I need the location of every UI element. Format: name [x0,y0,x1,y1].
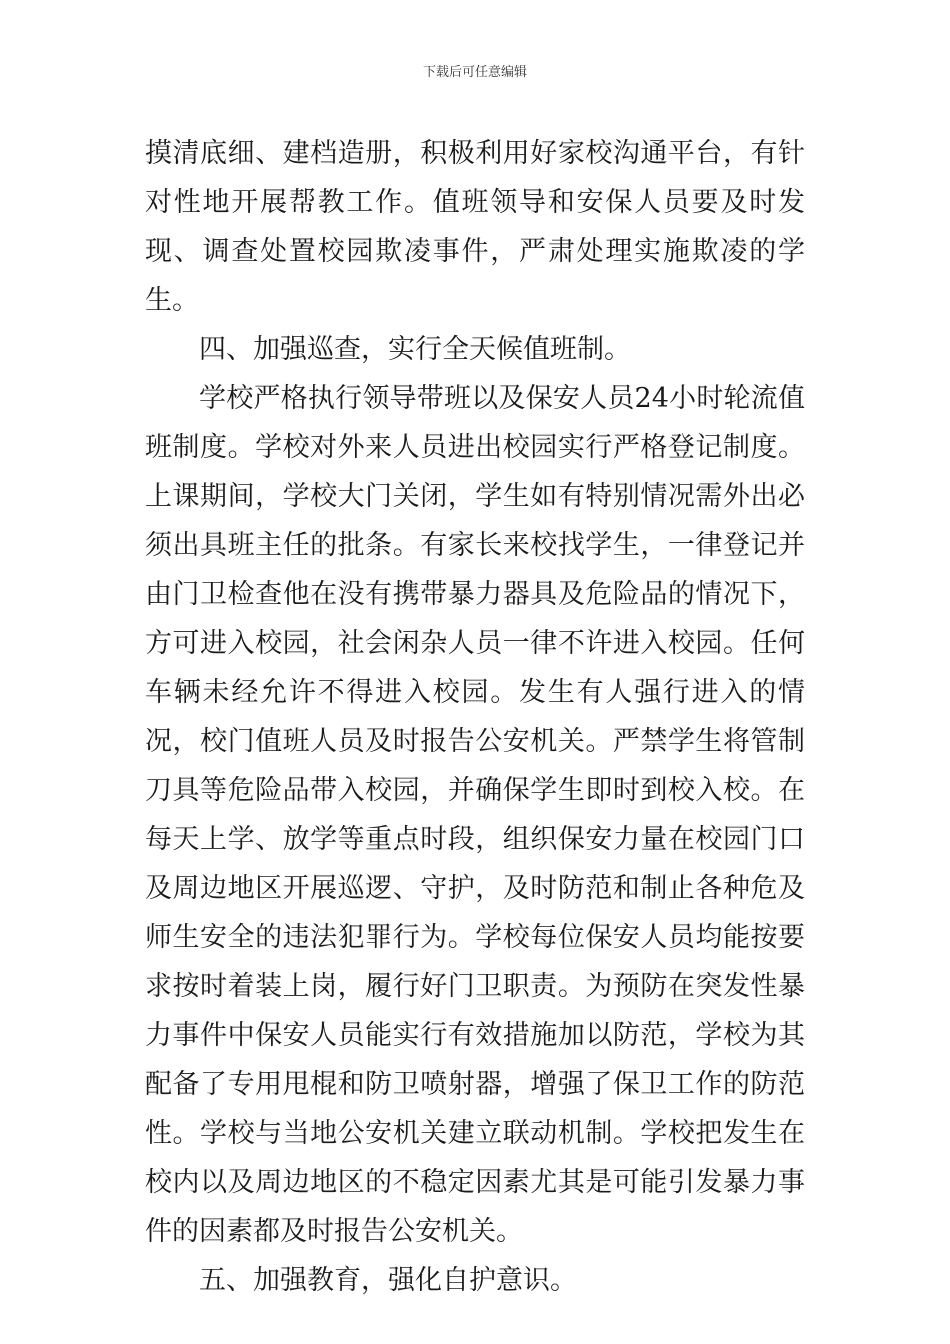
paragraph-patrol-duty: 学校严格执行领导带班以及保安人员24小时轮流值班制度。学校对外来人员进出校园实行严格登记制度。上课期间，学校大门关闭，学生如有特别情况需外出必须出具班主任的批条。有家长来校找学生，一律登记并由门卫检查他在没有携带暴力器具及危险品的情况下，方可进入校园，社会闲杂人员一律不许进入校园。任何车辆未经允许不得进入校园。发生有人强行进入的情况，校门值班人员及时报告公安机关。严禁学生将管制刀具等危险品带入校园，并确保学生即时到校入校。在每天上学、放学等重点时段，组织保安力量在校园门口及周边地区开展巡逻、守护，及时防范和制止各种危及师生安全的违法犯罪行为。学校每位保安人员均能按要求按时着装上岗，履行好门卫职责。为预防在突发性暴力事件中保安人员能实行有效措施加以防范，学校为其配备了专用甩棍和防卫喷射器，增强了保卫工作的防范性。学校与当地公安机关建立联动机制。学校把发生在校内以及周边地区的不稳定因素尤其是可能引发暴力事件的因素都及时报告公安机关。 [145,383,805,1247]
section-heading-four: 四、加强巡查，实行全天候值班制。 [199,334,631,365]
section-heading-five: 五、加强教育，强化自护意识。 [199,1265,577,1296]
page-header: 下载后可任意编辑 [422,65,527,80]
document-body [145,129,805,1305]
paragraph-continuation: 摸清底细、建档造册，积极利用好家校沟通平台，有针对性地开展帮教工作。值班领导和安保人员要及时发现、调查处置校园欺凌事件，严肃处理实施欺凌的学生。 [145,138,805,316]
